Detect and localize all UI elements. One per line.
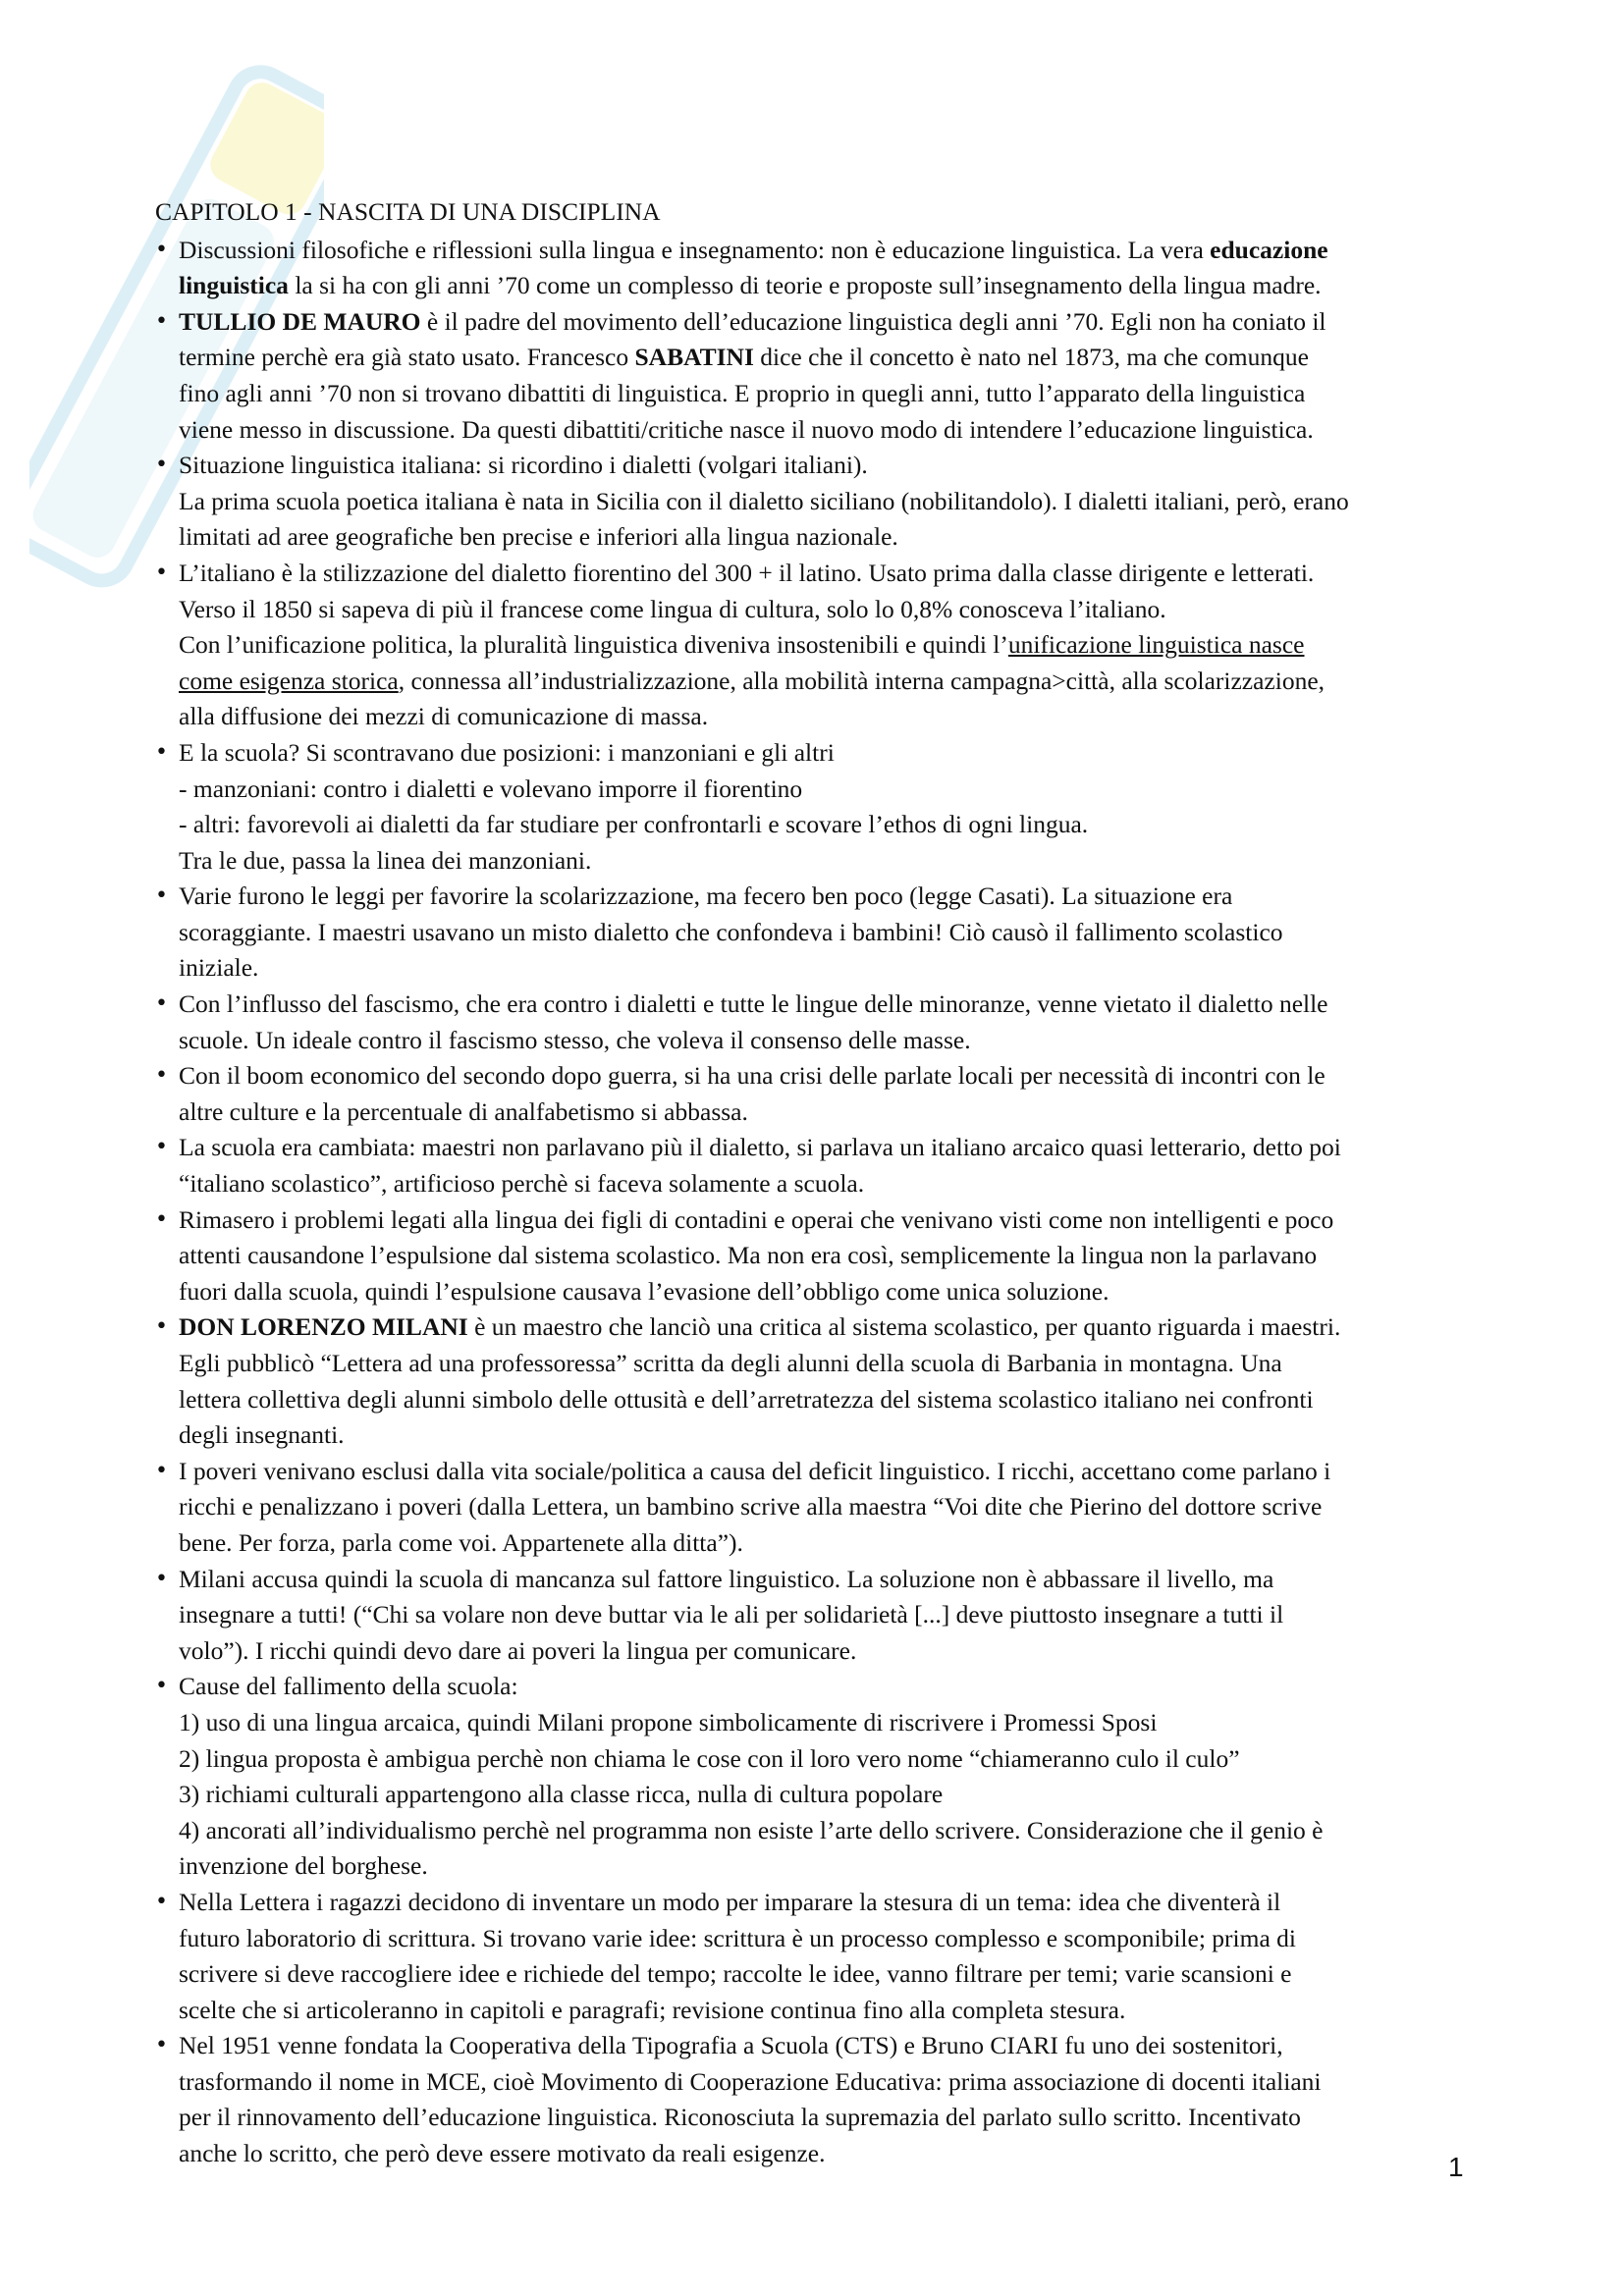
- text-segment: Varie furono le leggi per favorire la scolarizzazione, ma fecero ben poco (legge Casati). La situazione era: [179, 881, 1233, 911]
- text-line: [179, 807, 1481, 843]
- text-segment: La prima scuola poetica italiana è nata in Sicilia con il dialetto siciliano (nobilitandolo). I dialetti italiani, però, erano: [179, 486, 1349, 515]
- text-line: [179, 1238, 1481, 1274]
- text-line: [179, 376, 1481, 412]
- text-line: [179, 915, 1481, 951]
- text-line: [179, 879, 1481, 915]
- text-segment: trasformando il nome in MCE, cioè Movimento di Cooperazione Educativa: prima associazione di docenti italiani: [179, 2066, 1322, 2096]
- page-number: 1: [1448, 2152, 1464, 2182]
- bullet-item: [155, 1454, 1481, 1562]
- text-line: [179, 664, 1481, 700]
- bullet-item: [155, 1669, 1481, 1885]
- document-page: [155, 194, 1481, 2172]
- bullet-item: [155, 879, 1481, 987]
- text-segment: attenti causandone l’espulsione dal sistema scolastico. Ma non era così, semplicemente la lingua non la parlavano: [179, 1241, 1318, 1270]
- text-segment: viene messo in discussione. Da questi dibattiti/critiche nasce il nuovo modo di intendere l’educazione linguistica.: [179, 414, 1314, 444]
- text-segment: è un maestro che lanciò una critica al sistema scolastico, per quanto riguarda i maestri.: [467, 1312, 1341, 1342]
- text-segment: scrivere si deve raccogliere idee e richiede del tempo; raccolte le idee, vanno filtrare per temi; varie scansioni e: [179, 1959, 1292, 1989]
- text-segment: “italiano scolastico”, artificioso perchè si faceva solamente a scuola.: [179, 1169, 865, 1199]
- text-segment: scuole. Un ideale contro il fascismo stesso, che voleva il consenso delle masse.: [179, 1025, 971, 1054]
- bullet-item: [155, 1202, 1481, 1310]
- text-line: [179, 1058, 1481, 1095]
- text-segment: - altri: favorevoli ai dialetti da far studiare per confrontarli e scovare l’ethos di ogni lingua.: [179, 810, 1089, 839]
- text-line: [179, 772, 1481, 808]
- bullet-item: [155, 448, 1481, 556]
- bullet-item: [155, 987, 1481, 1058]
- text-segment: limitati ad aree geografiche ben precise e inferiori alla lingua nazionale.: [179, 522, 898, 552]
- text-segment: termine perchè era già stato usato. Francesco: [179, 343, 635, 372]
- text-line: [179, 233, 1481, 269]
- text-segment: 1) uso di una lingua arcaica, quindi Milani propone simbolicamente di riscrivere i Promessi Sposi: [179, 1707, 1158, 1736]
- text-line: [179, 1993, 1481, 2029]
- text-segment: I poveri venivano esclusi dalla vita sociale/politica a causa del deficit linguistico. I ricchi, accettano come parlano i: [179, 1456, 1331, 1485]
- text-line: [179, 1633, 1481, 1670]
- text-segment: E la scuola? Si scontravano due posizioni: i manzoniani e gli altri: [179, 737, 835, 767]
- text-line: [179, 1813, 1481, 1849]
- text-segment: lettera collettiva degli alunni simbolo delle ottusità e dell’arretratezza del sistema scolastico italiano nei confronti: [179, 1384, 1314, 1414]
- text-segment: Con l’influsso del fascismo, che era contro i dialetti e tutte le lingue delle minoranze, venne vietato il dialetto nelle: [179, 989, 1328, 1019]
- bold-text: DON LORENZO MILANI: [179, 1312, 468, 1342]
- text-line: [179, 1525, 1481, 1562]
- text-line: [179, 1454, 1481, 1490]
- text-segment: è il padre del movimento dell’educazione linguistica degli anni ’70. Egli non ha coniato il: [420, 306, 1326, 336]
- bold-text: SABATINI: [634, 343, 754, 372]
- text-line: [179, 2136, 1481, 2172]
- text-segment: - manzoniani: contro i dialetti e volevano imporre il fiorentino: [179, 774, 803, 803]
- text-segment: fuori dalla scuola, quindi l’espulsione causava l’evasione dell’obbligo come unica soluzione.: [179, 1276, 1109, 1306]
- text-segment: Con il boom economico del secondo dopo guerra, si ha una crisi delle parlate locali per necessità di incontri con le: [179, 1061, 1325, 1091]
- text-line: [179, 268, 1481, 304]
- text-segment: Tra le due, passa la linea dei manzoniani.: [179, 845, 592, 875]
- bullet-item: [155, 1309, 1481, 1453]
- text-line: [179, 1274, 1481, 1310]
- text-line: [179, 2100, 1481, 2136]
- chapter-title: CAPITOLO 1 - NASCITA DI UNA DISCIPLINA: [155, 197, 661, 226]
- text-segment: altre culture e la percentuale di analfabetismo si abbassa.: [179, 1096, 748, 1126]
- text-line: [179, 1921, 1481, 1957]
- text-line: [179, 699, 1481, 735]
- text-segment: Discussioni filosofiche e riflessioni sulla lingua e insegnamento: non è educazione linguistica. La vera: [179, 235, 1211, 264]
- bold-text: TULLIO DE MAURO: [179, 306, 421, 336]
- text-line: [179, 1705, 1481, 1741]
- text-line: [179, 1777, 1481, 1813]
- text-segment: futuro laboratorio di scrittura. Si trovano varie idee: scrittura è un processo complesso e scomponibile; prima di: [179, 1923, 1296, 1952]
- text-segment: Rimasero i problemi legati alla lingua dei figli di contadini e operai che venivano visti come non intelligenti e poco: [179, 1204, 1334, 1234]
- text-segment: iniziale.: [179, 953, 259, 983]
- text-segment: Cause del fallimento della scuola:: [179, 1672, 518, 1701]
- text-segment: scoraggiante. I maestri usavano un misto dialetto che confondeva i bambini! Ciò causò il fallimento scolastico: [179, 917, 1283, 946]
- text-line: [179, 1956, 1481, 1993]
- bullet-item: [155, 1130, 1481, 1201]
- text-segment: Nella Lettera i ragazzi decidono di inventare un modo per imparare la stesura di un tema: idea che diventerà il: [179, 1887, 1281, 1916]
- text-segment: alla diffusione dei mezzi di comunicazione di massa.: [179, 702, 709, 731]
- text-segment: ricchi e penalizzano i poveri (dalla Lettera, un bambino scrive alla maestra “Voi dite che Pierino del dottore scrive: [179, 1492, 1323, 1522]
- text-line: [179, 448, 1481, 484]
- text-segment: Situazione linguistica italiana: si ricordino i dialetti (volgari italiani).: [179, 451, 868, 480]
- bullet-item: [155, 233, 1481, 304]
- text-line: [179, 1489, 1481, 1525]
- text-segment: 4) ancorati all’individualismo perchè nel programma non esiste l’arte dello scrivere. Considerazione che il genio è: [179, 1815, 1324, 1844]
- text-segment: Verso il 1850 si sapeva di più il francese come lingua di cultura, solo lo 0,8% conosceva l’italiano.: [179, 594, 1166, 623]
- text-segment: L’italiano è la stilizzazione del dialetto fiorentino del 300 + il latino. Usato prima dalla classe dirigente e letterati.: [179, 558, 1315, 587]
- text-segment: degli insegnanti.: [179, 1420, 345, 1450]
- bullet-item: [155, 2028, 1481, 2171]
- text-line: [179, 843, 1481, 880]
- text-line: [179, 484, 1481, 520]
- text-line: [179, 1309, 1481, 1346]
- text-segment: Milani accusa quindi la scuola di mancanza sul fattore linguistico. La soluzione non è abbassare il livello, ma: [179, 1564, 1274, 1593]
- bullet-item: [155, 1885, 1481, 2028]
- text-segment: invenzione del borghese.: [179, 1851, 428, 1881]
- text-segment: per il rinnovamento dell’educazione linguistica. Riconosciuta la supremazia del parlato sullo scritto. Incentivato: [179, 2103, 1301, 2132]
- text-segment: la si ha con gli anni ’70 come un complesso di teorie e proposte sull’insegnamento della lingua madre.: [288, 271, 1322, 300]
- text-segment: volo”). I ricchi quindi devo dare ai poveri la lingua per comunicare.: [179, 1635, 857, 1665]
- text-line: [179, 1130, 1481, 1166]
- text-line: [179, 1669, 1481, 1705]
- bullet-item: [155, 304, 1481, 448]
- bullet-item: [155, 1562, 1481, 1670]
- bullet-item: [155, 556, 1481, 735]
- text-line: [179, 519, 1481, 556]
- underlined-text: unificazione linguistica nasce: [1007, 630, 1305, 660]
- underlined-text: come esigenza storica: [179, 666, 399, 695]
- text-segment: anche lo scritto, che però deve essere motivato da reali esigenze.: [179, 2139, 826, 2168]
- text-line: [179, 987, 1481, 1023]
- text-segment: Nel 1951 venne fondata la Cooperativa della Tipografia a Scuola (CTS) e Bruno CIARI fu uno dei sostenitori,: [179, 2031, 1283, 2060]
- text-segment: insegnare a tutti! (“Chi sa volare non deve buttar via le ali per solidarietà [...] deve piuttosto insegnare a tutti il: [179, 1600, 1284, 1629]
- text-line: [179, 1885, 1481, 1921]
- text-line: [179, 1166, 1481, 1202]
- text-line: [179, 592, 1481, 628]
- text-line: [179, 950, 1481, 987]
- bold-text: educazione: [1210, 235, 1328, 264]
- text-segment: dice che il concetto è nato nel 1873, ma che comunque: [753, 343, 1309, 372]
- text-line: [179, 1095, 1481, 1131]
- text-line: [179, 556, 1481, 592]
- text-segment: La scuola era cambiata: maestri non parlavano più il dialetto, si parlava un italiano arcaico quasi letterario, detto poi: [179, 1133, 1341, 1162]
- text-line: [179, 1346, 1481, 1382]
- text-line: [179, 304, 1481, 341]
- text-line: [179, 1848, 1481, 1885]
- text-segment: , connessa all’industrializzazione, alla mobilità interna campagna>città, alla scolarizzazione,: [398, 666, 1325, 695]
- text-line: [179, 1023, 1481, 1059]
- text-line: [179, 1382, 1481, 1418]
- text-line: [179, 412, 1481, 449]
- text-segment: fino agli anni ’70 non si trovano dibattiti di linguistica. E proprio in quegli anni, tutto l’apparato della linguistica: [179, 378, 1306, 407]
- text-line: [179, 627, 1481, 664]
- text-line: [179, 1202, 1481, 1239]
- text-line: [179, 1417, 1481, 1454]
- text-segment: 3) richiami culturali appartengono alla classe ricca, nulla di cultura popolare: [179, 1780, 944, 1809]
- text-segment: Con l’unificazione politica, la pluralità linguistica diveniva insostenibili e quindi l’: [179, 630, 1008, 660]
- text-line: [179, 1597, 1481, 1633]
- text-line: [179, 735, 1481, 772]
- text-segment: scelte che si articoleranno in capitoli e paragrafi; revisione continua fino alla completa stesura.: [179, 1995, 1126, 2024]
- text-line: [179, 2064, 1481, 2101]
- bullet-item: [155, 735, 1481, 879]
- bullet-item: [155, 1058, 1481, 1130]
- text-line: [179, 340, 1481, 376]
- text-segment: Egli pubblicò “Lettera ad una professoressa” scritta da degli alunni della scuola di Barbania in montagna. Una: [179, 1349, 1282, 1377]
- text-segment: bene. Per forza, parla come voi. Appartenete alla ditta”).: [179, 1527, 743, 1557]
- bullet-list: [155, 233, 1481, 2172]
- bold-text: linguistica: [179, 271, 289, 300]
- text-segment: 2) lingua proposta è ambigua perchè non chiama le cose con il loro vero nome “chiameranno culo il culo”: [179, 1743, 1240, 1773]
- text-line: [179, 2028, 1481, 2064]
- text-line: [179, 1562, 1481, 1598]
- text-line: [179, 1741, 1481, 1778]
